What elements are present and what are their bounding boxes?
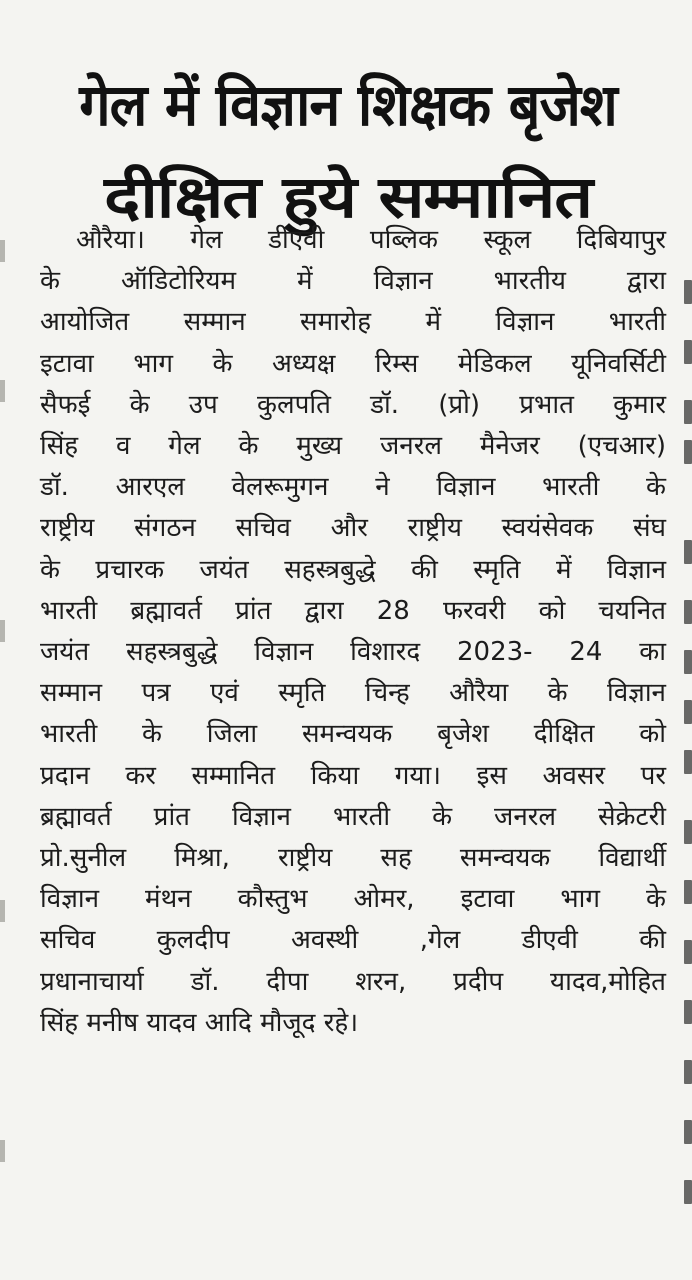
body-line: इटावा भाग के अध्यक्ष रिम्स मेडिकल यूनिवर्सिटी (40, 348, 666, 379)
adjacent-column-edge (678, 280, 692, 1260)
body-line: प्रो.सुनील मिश्रा, राष्ट्रीय सह समन्वयक विद्यार्थी (40, 843, 666, 874)
article-body (40, 220, 666, 1044)
body-line: भारती के जिला समन्वयक बृजेश दीक्षित को (40, 719, 666, 750)
body-line: सम्मान पत्र एवं स्मृति चिन्ह औरैया के विज्ञान (40, 678, 666, 709)
left-column-edge (0, 200, 6, 1260)
body-line: भारती ब्रह्मावर्त प्रांत द्वारा 28 फरवरी को चयनित (40, 595, 666, 626)
body-line: डॉ. आरएल वेलरूमुगन ने विज्ञान भारती के (40, 472, 666, 503)
body-line: आयोजित सम्मान समारोह में विज्ञान भारती (40, 307, 666, 338)
body-line: ब्रह्मावर्त प्रांत विज्ञान भारती के जनरल सेक्रेटरी (40, 801, 666, 832)
article-headline (79, 59, 617, 243)
body-line: सैफई के उप कुलपति डॉ. (प्रो) प्रभात कुमार (40, 389, 666, 420)
body-line: प्रदान कर सम्मानित किया गया। इस अवसर पर (40, 760, 666, 791)
headline-line-1: गेल में विज्ञान शिक्षक बृजेश (79, 70, 617, 139)
headline-line-2: दीक्षित हुये सम्मानित (104, 162, 592, 231)
body-line: सिंह मनीष यादव आदि मौजूद रहे। (40, 1007, 359, 1038)
body-line: औरैया। गेल डीएवी पब्लिक स्कूल दिबियापुर (76, 225, 666, 255)
body-line: विज्ञान मंथन कौस्तुभ ओमर, इटावा भाग के (40, 884, 666, 915)
body-line: सचिव कुलदीप अवस्थी ,गेल डीएवी की (40, 925, 666, 956)
body-line: प्रधानाचार्या डॉ. दीपा शरन, प्रदीप यादव,मोहित (40, 966, 666, 997)
body-line: राष्ट्रीय संगठन सचिव और राष्ट्रीय स्वयंसेवक संघ (40, 513, 666, 544)
body-line: के ऑडिटोरियम में विज्ञान भारतीय द्वारा (40, 266, 666, 297)
body-line: के प्रचारक जयंत सहस्त्रबुद्धे की स्मृति में विज्ञान (40, 554, 666, 585)
body-line: सिंह व गेल के मुख्य जनरल मैनेजर (एचआर) (40, 431, 666, 462)
body-line: जयंत सहस्त्रबुद्धे विज्ञान विशारद 2023- 24 का (40, 637, 666, 668)
